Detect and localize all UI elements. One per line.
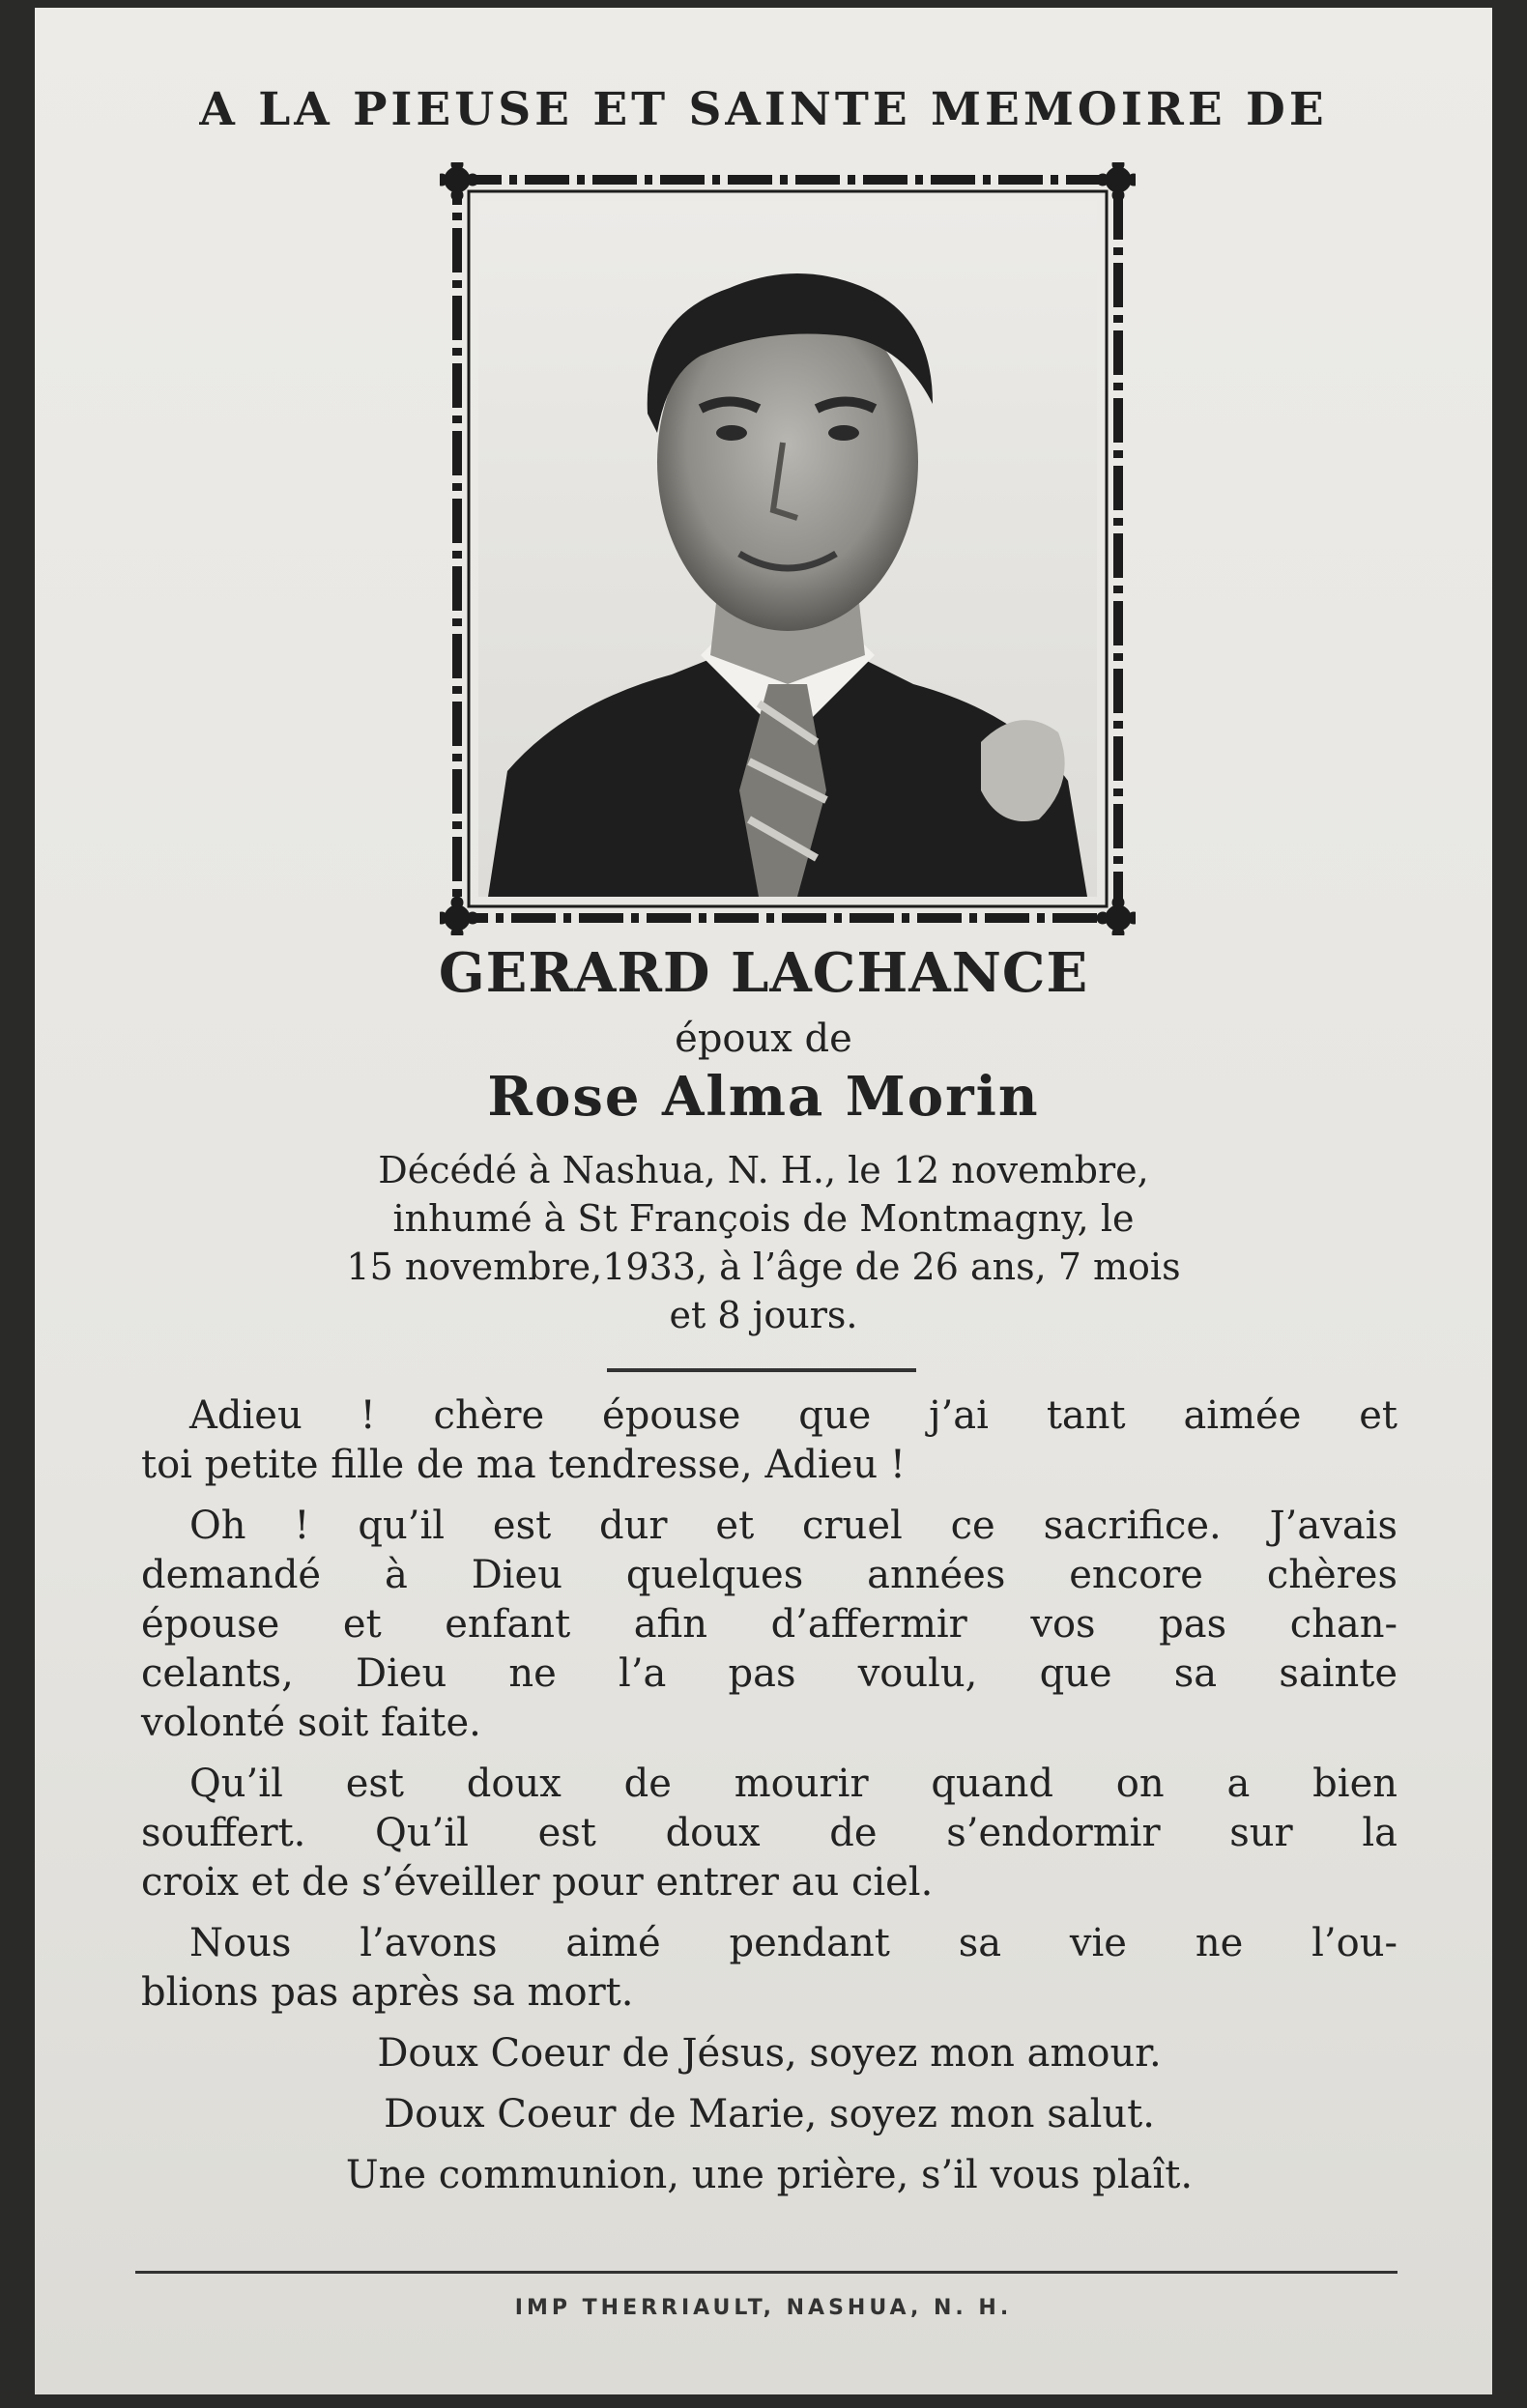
- text-line: Adieu ! chère épouse que j’ai tant aimée et: [189, 1393, 1397, 1438]
- details-line: et 8 jours.: [669, 1294, 858, 1336]
- text-line: celants, Dieu ne l’a pas voulu, que sa sainte: [141, 1651, 1397, 1696]
- prayer-line: Doux Coeur de Jésus, soyez mon amour.: [377, 2031, 1162, 2076]
- deceased-name: GERARD LACHANCE: [438, 941, 1089, 1005]
- memorial-card: [35, 8, 1492, 2394]
- card-heading: A LA PIEUSE ET SAINTE MEMOIRE DE: [199, 83, 1328, 136]
- death-details: [131, 1146, 1396, 1339]
- text-line: demandé à Dieu quelques années encore chères: [141, 1553, 1397, 1597]
- spouse-relation: époux de: [675, 1017, 852, 1061]
- paragraph-suffering: [141, 1760, 1397, 1907]
- text-line: Qu’il est doux de mourir quand on a bien: [189, 1762, 1397, 1806]
- portrait-photo: [478, 201, 1097, 897]
- paragraph-remember: [141, 1919, 1397, 2018]
- details-line: inhumé à St François de Montmagny, le: [392, 1197, 1135, 1240]
- paragraph-farewell: [141, 1391, 1397, 1490]
- paragraph-sacrifice: [141, 1502, 1397, 1748]
- text-line: souffert. Qu’il est doux de s’endormir sur la: [141, 1811, 1397, 1855]
- details-line: 15 novembre,1933, à l’âge de 26 ans, 7 mois: [346, 1246, 1181, 1288]
- text-line: blions pas après sa mort.: [141, 1970, 634, 2015]
- text-line: toi petite fille de ma tendresse, Adieu !: [141, 1443, 906, 1487]
- text-line: épouse et enfant afin d’affermir vos pas chan-: [141, 1602, 1397, 1647]
- memorial-text: [141, 1391, 1397, 2212]
- prayer-line: Doux Coeur de Marie, soyez mon salut.: [384, 2092, 1155, 2136]
- text-line: Nous l’avons aimé pendant sa vie ne l’ou-: [189, 1921, 1397, 1965]
- text-line: volonté soit faite.: [141, 1701, 481, 1745]
- details-line: Décédé à Nashua, N. H., le 12 novembre,: [378, 1149, 1149, 1191]
- divider: [607, 1368, 916, 1372]
- portrait-frame: [440, 162, 1136, 935]
- spouse-name: Rose Alma Morin: [487, 1065, 1040, 1129]
- text-line: croix et de s’éveiller pour entrer au ciel.: [141, 1860, 934, 1905]
- printer-credit: IMP THERRIAULT, NASHUA, N. H.: [514, 2296, 1013, 2320]
- prayer-line: Une communion, une prière, s’il vous plaît.: [345, 2153, 1194, 2197]
- text-line: Oh ! qu’il est dur et cruel ce sacrifice. J’avais: [189, 1504, 1397, 1548]
- portrait-image: [478, 201, 1097, 897]
- bottom-divider: [135, 2271, 1397, 2274]
